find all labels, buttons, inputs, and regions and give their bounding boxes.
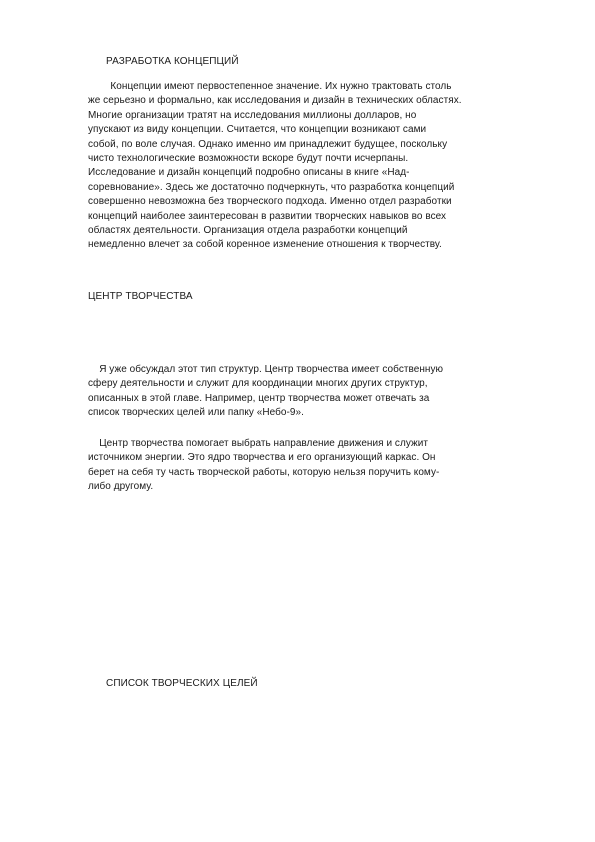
text-line: же серьезно и формально, как исследования и дизайн в технических областях. <box>88 95 462 107</box>
text-line: описанных в этой главе. Например, центр творчества может отвечать за <box>88 392 430 404</box>
text-line: Я уже обсуждал этот тип структур. Центр творчества имеет собственную <box>99 364 444 375</box>
text-line: Исследование и дизайн концепций подробно описаны в книге «Над- <box>88 167 410 179</box>
paragraph-concepts <box>88 80 558 253</box>
text-line: совершенно невозможна без творческого подхода. Именно отдел разработки <box>88 196 452 208</box>
section-heading-concepts: РАЗРАБОТКА КОНЦЕПЦИЙ <box>106 56 239 67</box>
section-heading-goals: СПИСОК ТВОРЧЕСКИХ ЦЕЛЕЙ <box>106 678 258 689</box>
text-line: источником энергии. Это ядро творчества и его организующий каркас. Он <box>88 452 436 464</box>
text-line: Многие организации тратят на исследования миллионы долларов, но <box>88 109 417 121</box>
text-line: областях деятельности. Организация отдела разработки концепций <box>88 225 408 237</box>
text-line: Центр творчества помогает выбрать направление движения и служит <box>99 438 429 449</box>
text-line: упускают из виду концепции. Считается, что концепции возникают сами <box>88 124 427 136</box>
text-line: немедленно влечет за собой коренное изменение отношения к творчеству. <box>88 239 442 251</box>
text-line: концепций наиболее заинтересован в развитии творческих навыков во всех <box>88 210 447 222</box>
text-line: сферу деятельности и служит для координации многих других структур, <box>88 378 428 390</box>
text-line: соревнование». Здесь же достаточно подчеркнуть, что разработка концепций <box>88 181 455 193</box>
text-line: берет на себя ту часть творческой работы, которую нельзя поручить кому- <box>88 466 440 478</box>
text-line: либо другому. <box>88 481 154 493</box>
section-heading-center: ЦЕНТР ТВОРЧЕСТВА <box>88 291 193 302</box>
paragraph-center-2 <box>88 437 558 495</box>
text-line: Концепции имеют первостепенное значение. Их нужно трактовать столь <box>110 81 452 92</box>
text-line: список творческих целей или папку «Небо-9». <box>88 407 304 419</box>
paragraph-center-1 <box>88 363 558 421</box>
text-line: чисто технологические возможности вскоре будут почти исчерпаны. <box>88 153 409 165</box>
text-line: собой, по воле случая. Однако именно им принадлежит будущее, поскольку <box>88 138 448 150</box>
